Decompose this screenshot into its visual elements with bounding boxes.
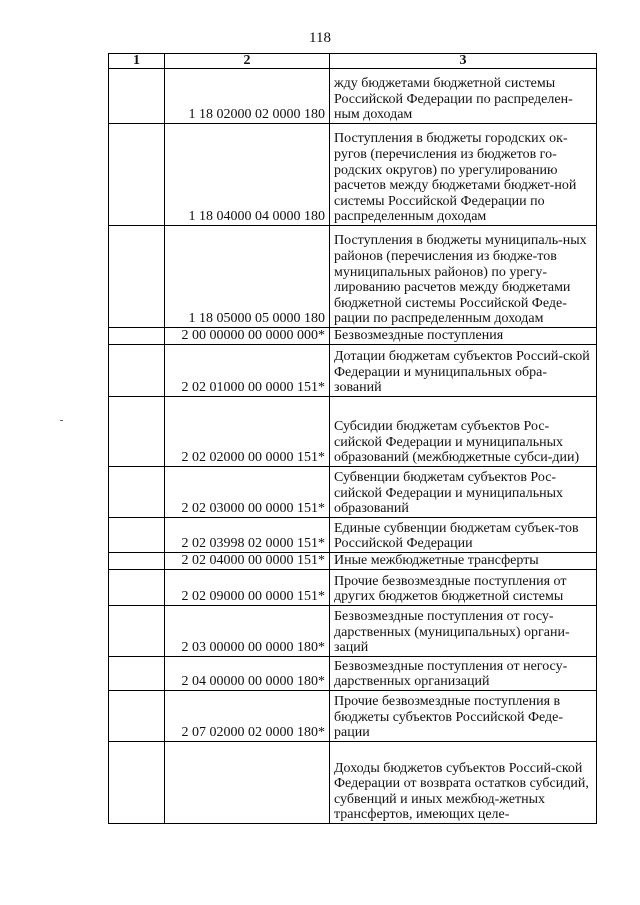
row-col-1 xyxy=(109,742,165,824)
row-col-1 xyxy=(109,124,165,226)
budget-code: 2 02 03000 00 0000 151* xyxy=(165,467,330,518)
row-col-1 xyxy=(109,397,165,467)
table-row xyxy=(109,467,597,518)
table-row xyxy=(109,397,597,467)
income-description: Субвенции бюджетам субъектов Рос-сийской Федерации и муниципальных образований xyxy=(330,467,597,518)
table-row xyxy=(109,742,597,824)
income-description: Прочие безвозмездные поступления в бюджеты субъектов Российской Феде-рации xyxy=(330,691,597,742)
income-description: жду бюджетами бюджетной системы Российской Федерации по распределен-ным доходам xyxy=(330,69,597,124)
income-description: Безвозмездные поступления xyxy=(330,328,597,345)
row-col-1 xyxy=(109,606,165,657)
row-col-1 xyxy=(109,518,165,553)
row-col-1 xyxy=(109,553,165,570)
header-col-1: 1 xyxy=(109,54,165,69)
row-col-1 xyxy=(109,467,165,518)
row-col-1 xyxy=(109,657,165,691)
budget-code: 2 07 02000 02 0000 180* xyxy=(165,691,330,742)
income-description: Безвозмездные поступления от госу-дарственных (муниципальных) органи-заций xyxy=(330,606,597,657)
table-row xyxy=(109,69,597,124)
scan-artifact xyxy=(60,420,63,421)
row-col-1 xyxy=(109,345,165,397)
income-description: Единые субвенции бюджетам субъек-тов Российской Федерации xyxy=(330,518,597,553)
income-description: Безвозмездные поступления от негосу-дарственных организаций xyxy=(330,657,597,691)
table-row xyxy=(109,226,597,328)
row-col-1 xyxy=(109,570,165,606)
table-row xyxy=(109,328,597,345)
income-description: Субсидии бюджетам субъектов Рос-сийской Федерации и муниципальных образований (межбюджетные субси-дии) xyxy=(330,397,597,467)
table-row xyxy=(109,657,597,691)
budget-code: 1 18 02000 02 0000 180 xyxy=(165,69,330,124)
budget-code: 1 18 05000 05 0000 180 xyxy=(165,226,330,328)
budget-code: 2 03 00000 00 0000 180* xyxy=(165,606,330,657)
header-col-2: 2 xyxy=(165,54,330,69)
table-row xyxy=(109,345,597,397)
budget-code: 1 18 04000 04 0000 180 xyxy=(165,124,330,226)
row-col-1 xyxy=(109,69,165,124)
table-row xyxy=(109,124,597,226)
budget-code: 2 02 04000 00 0000 151* xyxy=(165,553,330,570)
table-row xyxy=(109,606,597,657)
income-description: Прочие безвозмездные поступления от других бюджетов бюджетной системы xyxy=(330,570,597,606)
budget-code: 2 02 02000 00 0000 151* xyxy=(165,397,330,467)
income-description: Иные межбюджетные трансферты xyxy=(330,553,597,570)
budget-code xyxy=(165,742,330,824)
income-description: Поступления в бюджеты муниципаль-ных районов (перечисления из бюдже-тов муниципальных районов) по урегу-лированию расчетов между бюджетами бюджетной системы Российской Феде-рации по распределенным доходам xyxy=(330,226,597,328)
income-description: Доходы бюджетов субъектов Россий-ской Федерации от возврата остатков субсидий, субвенций и иных межбюд-жетных трансфертов, имеющих целе- xyxy=(330,742,597,824)
row-col-1 xyxy=(109,691,165,742)
table-row xyxy=(109,691,597,742)
budget-code: 2 04 00000 00 0000 180* xyxy=(165,657,330,691)
table-row xyxy=(109,553,597,570)
income-description: Поступления в бюджеты городских ок-ругов (перечисления из бюджетов го-родских округов) по урегулированию расчетов между бюджетами бюджет-ной системы Российской Федерации по распределенным доходам xyxy=(330,124,597,226)
budget-code: 2 02 01000 00 0000 151* xyxy=(165,345,330,397)
budget-code: 2 02 03998 02 0000 151* xyxy=(165,518,330,553)
table-row xyxy=(109,570,597,606)
budget-classification-table xyxy=(108,53,597,824)
income-description: Дотации бюджетам субъектов Россий-ской Федерации и муниципальных обра-зований xyxy=(330,345,597,397)
budget-code: 2 02 09000 00 0000 151* xyxy=(165,570,330,606)
table-row xyxy=(109,518,597,553)
header-col-3: 3 xyxy=(330,54,597,69)
page-number: 118 xyxy=(309,30,331,46)
row-col-1 xyxy=(109,226,165,328)
header-row xyxy=(109,54,597,69)
budget-code: 2 00 00000 00 0000 000* xyxy=(165,328,330,345)
row-col-1 xyxy=(109,328,165,345)
